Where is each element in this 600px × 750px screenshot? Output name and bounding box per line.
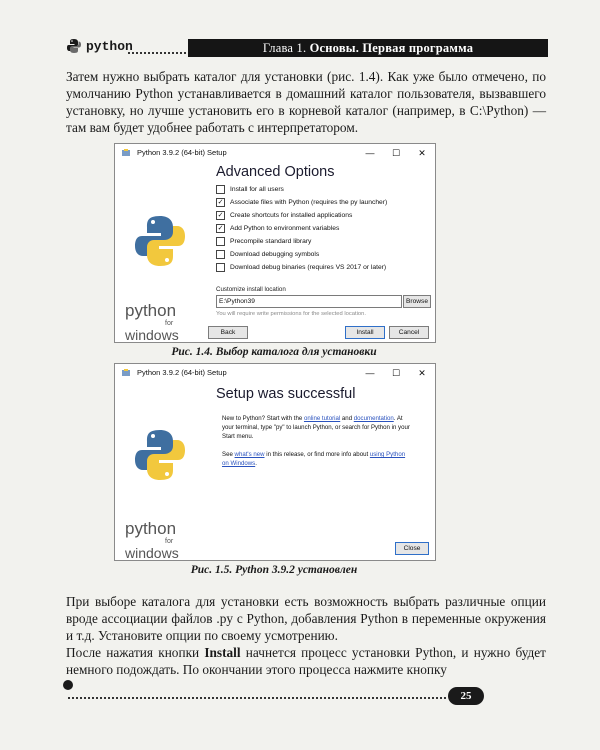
setup-app-icon [121, 368, 131, 378]
option-precompile-stdlib[interactable]: Precompile standard library [216, 236, 311, 247]
maximize-icon[interactable]: ☐ [391, 148, 401, 158]
header-logo [66, 38, 133, 54]
python-snake-logo-icon [133, 428, 187, 482]
footer-dotted-rule [68, 697, 446, 699]
checkbox-checked-icon[interactable]: ✓ [217, 212, 224, 219]
figure-1-5-caption: Рис. 1.5. Python 3.9.2 установлен [190, 564, 358, 576]
using-python-on-windows-link[interactable]: using Python on Windows [222, 451, 406, 467]
python-branding-panel [115, 162, 207, 342]
online-tutorial-link[interactable]: online tutorial [303, 415, 341, 422]
paragraph-2: При выборе каталога для установки есть возможность выбрать различные опции вроде ассоциации файлов .py с Python, добавления Python в переменные окружения и т.д. Установите опции по своему усмотрению. [66, 594, 546, 643]
whats-new-link[interactable]: what's new [234, 451, 265, 458]
paragraph-3: После нажатия кнопки Install начнется процесс установки Python, и нужно будет немного подождать. По окончании этого процесса нажмите кнопку [66, 645, 546, 677]
figure-advanced-options [114, 143, 436, 343]
python-snake-logo-icon [133, 214, 187, 268]
advanced-options-heading: Advanced Options [216, 164, 335, 180]
checkbox-icon[interactable] [216, 185, 225, 194]
footer-bullet [63, 680, 73, 690]
option-add-env-vars[interactable]: ✓ Add Python to environment variables [217, 225, 340, 232]
option-install-all-users[interactable]: Install for all users [216, 184, 284, 195]
setup-app-icon [121, 148, 131, 158]
chapter-number: Глава 1. [262, 41, 307, 55]
checkbox-icon[interactable] [216, 250, 225, 259]
checkbox-checked-icon[interactable]: ✓ [217, 225, 224, 232]
success-message-tutorial: New to Python? Start with the online tutorial and documentation. At your terminal, type "py" to launch Python, or search for Python in your Start menu. [222, 415, 410, 440]
python-for-windows-wordmark: python for windows [125, 519, 179, 561]
python-for-windows-wordmark: python for windows [125, 301, 179, 343]
install-location-label: Customize install location [216, 286, 286, 293]
browse-button[interactable]: Browse [403, 295, 431, 308]
header-chapter-bar [188, 39, 548, 57]
window-title: Python 3.9.2 (64-bit) Setup [137, 368, 227, 377]
minimize-icon[interactable]: — [365, 148, 375, 158]
page-number-badge: 25 [448, 687, 484, 705]
cancel-button[interactable]: Cancel [389, 326, 429, 339]
install-location-input[interactable]: E:\Python39 [216, 295, 402, 308]
option-associate-files[interactable]: ✓ Associate files with Python (requires the py launcher) [217, 199, 388, 206]
checkbox-icon[interactable] [216, 263, 225, 272]
close-icon[interactable]: ✕ [418, 148, 426, 158]
chapter-title: Основы. Первая программа [309, 41, 474, 55]
close-button[interactable]: Close [395, 542, 429, 555]
checkbox-checked-icon[interactable]: ✓ [217, 199, 224, 206]
minimize-icon[interactable]: — [365, 368, 375, 378]
figure-1-4-caption: Рис. 1.4. Выбор каталога для установки [171, 346, 377, 358]
python-logo-icon [66, 38, 82, 54]
header-dotted-rule [128, 52, 186, 54]
figure-setup-successful [114, 363, 436, 561]
back-button[interactable]: Back [208, 326, 248, 339]
setup-success-heading: Setup was successful [216, 386, 356, 402]
success-message-whats-new: See what's new in this release, or find more info about using Python on Windows. [222, 451, 406, 467]
install-button[interactable]: Install [345, 326, 385, 339]
option-create-shortcuts[interactable]: ✓ Create shortcuts for installed applications [217, 212, 353, 219]
close-icon[interactable]: ✕ [418, 368, 426, 378]
documentation-link[interactable]: documentation [353, 415, 394, 422]
checkbox-icon[interactable] [216, 237, 225, 246]
option-debug-symbols[interactable]: Download debugging symbols [216, 249, 319, 260]
window-title: Python 3.9.2 (64-bit) Setup [137, 148, 227, 157]
python-branding-panel [115, 382, 207, 560]
paragraph-1: Затем нужно выбрать каталог для установки (рис. 1.4). Как уже было отмечено, по умолчанию Python устанавливается в домашний каталог пользователя, вызвавшего установку, но лучше установить его в корневой каталог (например, в C:\Python) — там вам будет удобнее работать с интерпретатором. [66, 69, 546, 135]
permission-note: You will require write permissions for the selected location. [216, 311, 366, 317]
maximize-icon[interactable]: ☐ [391, 368, 401, 378]
option-debug-binaries[interactable]: Download debug binaries (requires VS 2017 or later) [216, 262, 386, 273]
install-keyword: Install [204, 645, 241, 660]
header-logo-text: python [86, 38, 133, 54]
